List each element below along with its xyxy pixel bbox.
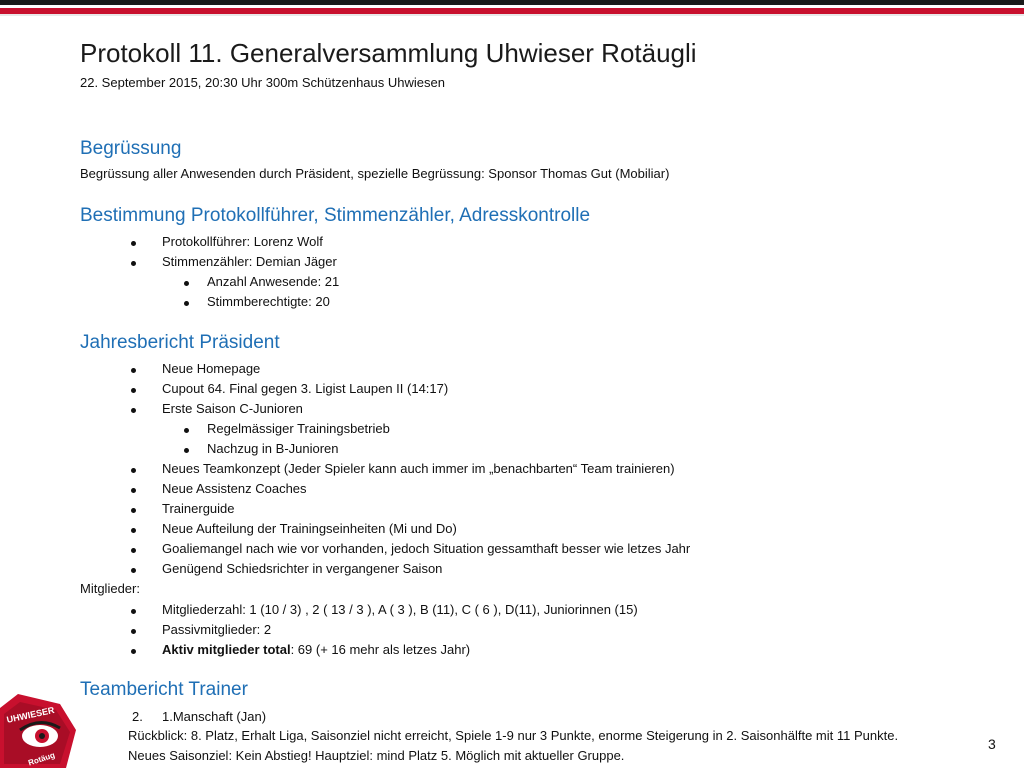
bullet-icon: [131, 629, 136, 634]
begruessung-text: Begrüssung aller Anwesenden durch Präsident, spezielle Begrüssung: Sponsor Thomas Gut (Mobiliar): [80, 166, 670, 181]
mitglieder-label: Mitglieder:: [80, 581, 140, 596]
bullet-icon: [131, 649, 136, 654]
teambericht-line-2: Neues Saisonziel: Kein Abstieg! Hauptziel: mind Platz 5. Möglich mit aktueller Gruppe.: [128, 748, 625, 763]
bullet-icon: [131, 261, 136, 266]
svg-text:Rotäug: Rotäug: [27, 750, 57, 768]
numbered-item-label: 1.Manschaft (Jan): [162, 709, 267, 724]
bullet-icon: [131, 368, 136, 373]
teambericht-line-1: Rückblick: 8. Platz, Erhalt Liga, Saisonziel nicht erreicht, Spiele 1-9 nur 3 Punkte, enorme Steigerung in 2. Saisonhälfte mit 11 Punkte.: [128, 728, 899, 743]
heading-bestimmung: Bestimmung Protokollführer, Stimmenzähler, Adresskontrolle: [80, 205, 591, 226]
club-logo-icon: [0, 690, 76, 768]
bullet-icon: [131, 609, 136, 614]
aktiv-value: : 69 (+ 16 mehr als letzes Jahr): [290, 642, 471, 657]
aktiv-label: Aktiv mitglieder total: [162, 642, 291, 657]
bullet-icon: [184, 301, 189, 306]
bullet-icon: [131, 468, 136, 473]
page-subtitle: 22. September 2015, 20:30 Uhr 300m Schützenhaus Uhwiesen: [80, 75, 445, 90]
heading-jahresbericht: Jahresbericht Präsident: [80, 332, 280, 353]
bullet-icon: [184, 281, 189, 286]
bullet-icon: [131, 408, 136, 413]
bullet-icon: [131, 488, 136, 493]
top-decorative-bar: [0, 0, 1024, 18]
page-title: Protokoll 11. Generalversammlung Uhwieser Rotäugli: [80, 38, 697, 68]
bullet-icon: [131, 241, 136, 246]
heading-begruessung: Begrüssung: [80, 138, 182, 159]
bullet-icon: [131, 528, 136, 533]
bullet-icon: [131, 548, 136, 553]
bullet-icon: [184, 448, 189, 453]
bullet-icon: [131, 568, 136, 573]
bullet-icon: [131, 388, 136, 393]
numbered-item-number: 2.: [132, 709, 143, 724]
svg-text:UHWIESER: UHWIESER: [5, 704, 56, 725]
page-number: 3: [988, 736, 996, 752]
bullet-icon: [131, 508, 136, 513]
bullet-icon: [184, 428, 189, 433]
heading-teambericht: Teambericht Trainer: [80, 679, 248, 700]
